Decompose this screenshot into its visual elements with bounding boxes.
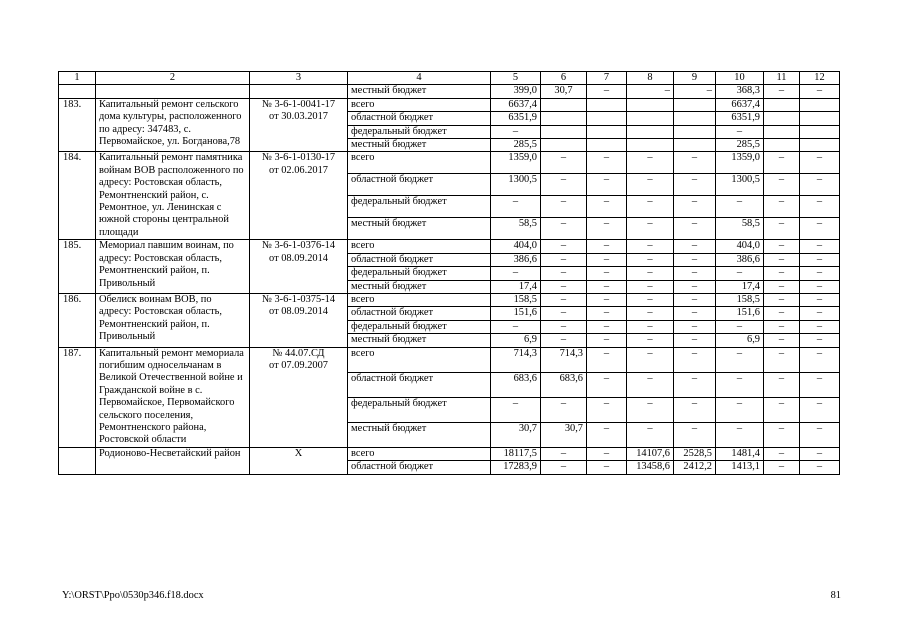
- value-cell: 1300,5: [716, 174, 764, 196]
- value-cell: –: [764, 447, 800, 460]
- value-cell: [587, 98, 627, 111]
- header-cell: 9: [674, 72, 716, 85]
- value-cell: –: [674, 267, 716, 280]
- header-cell: 6: [541, 72, 587, 85]
- value-cell: –: [541, 461, 587, 474]
- value-cell: –: [587, 347, 627, 372]
- value-cell: –: [541, 240, 587, 253]
- value-cell: 1481,4: [716, 447, 764, 460]
- value-cell: –: [627, 307, 674, 320]
- budget-label: местный бюджет: [348, 139, 491, 152]
- value-cell: [541, 139, 587, 152]
- value-cell: –: [800, 218, 840, 240]
- value-cell: –: [764, 218, 800, 240]
- district-doc: Х: [250, 447, 348, 474]
- value-cell: –: [764, 253, 800, 266]
- value-cell: –: [674, 397, 716, 422]
- value-cell: [627, 139, 674, 152]
- value-cell: –: [541, 447, 587, 460]
- value-cell: –: [587, 218, 627, 240]
- value-cell: 30,7: [491, 422, 541, 447]
- row-number: 183.: [59, 98, 96, 152]
- object-name: Капитальный ремонт сельского дома культуры, расположенного по адресу: 347483, с. Первомайское, ул. Богданова,78: [96, 98, 250, 152]
- value-cell: –: [587, 174, 627, 196]
- value-cell: –: [800, 397, 840, 422]
- value-cell: 6351,9: [491, 112, 541, 125]
- header-cell: 10: [716, 72, 764, 85]
- table-cell: [59, 85, 96, 98]
- value-cell: –: [716, 267, 764, 280]
- value-cell: –: [627, 218, 674, 240]
- budget-table-container: [58, 71, 840, 475]
- value-cell: –: [541, 218, 587, 240]
- value-cell: –: [491, 196, 541, 218]
- document-date: от 02.06.2017: [269, 164, 328, 176]
- value-cell: 158,5: [491, 293, 541, 306]
- budget-label: федеральный бюджет: [348, 125, 491, 138]
- value-cell: [764, 112, 800, 125]
- budget-label: федеральный бюджет: [348, 196, 491, 218]
- value-cell: –: [587, 280, 627, 293]
- value-cell: –: [764, 280, 800, 293]
- value-cell: –: [674, 152, 716, 174]
- value-cell: –: [716, 347, 764, 372]
- value-cell: –: [541, 152, 587, 174]
- value-cell: [800, 98, 840, 111]
- value-cell: 6351,9: [716, 112, 764, 125]
- document-date: от 08.09.2014: [269, 252, 328, 264]
- value-cell: 58,5: [491, 218, 541, 240]
- document-ref: [250, 347, 348, 447]
- budget-label: местный бюджет: [348, 218, 491, 240]
- value-cell: –: [491, 320, 541, 333]
- file-path: Y:\ORST\Ppo\0530p346.f18.docx: [62, 590, 204, 601]
- value-cell: –: [674, 85, 716, 98]
- value-cell: –: [800, 320, 840, 333]
- value-cell: –: [541, 320, 587, 333]
- header-cell: 3: [250, 72, 348, 85]
- value-cell: –: [800, 347, 840, 372]
- value-cell: –: [627, 196, 674, 218]
- budget-label: федеральный бюджет: [348, 267, 491, 280]
- value-cell: –: [541, 280, 587, 293]
- value-cell: –: [674, 253, 716, 266]
- value-cell: 285,5: [716, 139, 764, 152]
- table-cell: [96, 85, 250, 98]
- value-cell: –: [587, 397, 627, 422]
- district-row: [59, 447, 840, 460]
- value-cell: –: [764, 307, 800, 320]
- budget-label: областной бюджет: [348, 372, 491, 397]
- value-cell: –: [716, 196, 764, 218]
- value-cell: –: [491, 397, 541, 422]
- value-cell: –: [587, 447, 627, 460]
- value-cell: –: [800, 447, 840, 460]
- value-cell: 30,7: [541, 422, 587, 447]
- value-cell: –: [674, 307, 716, 320]
- value-cell: –: [627, 280, 674, 293]
- value-cell: –: [587, 320, 627, 333]
- value-cell: [674, 139, 716, 152]
- value-cell: –: [587, 422, 627, 447]
- value-cell: 404,0: [716, 240, 764, 253]
- document-number: № 3-6-1-0130-17: [261, 152, 336, 164]
- value-cell: [587, 125, 627, 138]
- budget-table: [58, 71, 840, 475]
- value-cell: –: [764, 240, 800, 253]
- value-cell: –: [764, 196, 800, 218]
- budget-label: областной бюджет: [348, 112, 491, 125]
- value-cell: –: [627, 320, 674, 333]
- value-cell: –: [587, 253, 627, 266]
- document-number: № 44.07.СД: [272, 347, 325, 359]
- value-cell: –: [764, 422, 800, 447]
- value-cell: 6,9: [491, 334, 541, 347]
- header-cell: 12: [800, 72, 840, 85]
- value-cell: 1359,0: [716, 152, 764, 174]
- value-cell: [587, 112, 627, 125]
- value-cell: –: [587, 85, 627, 98]
- budget-label: местный бюджет: [348, 334, 491, 347]
- value-cell: 1300,5: [491, 174, 541, 196]
- value-cell: –: [627, 334, 674, 347]
- value-cell: –: [764, 293, 800, 306]
- row-number: 185.: [59, 240, 96, 294]
- budget-label: областной бюджет: [348, 307, 491, 320]
- value-cell: 386,6: [491, 253, 541, 266]
- table-row: [59, 293, 840, 306]
- value-cell: –: [800, 334, 840, 347]
- value-cell: –: [627, 267, 674, 280]
- value-cell: –: [491, 125, 541, 138]
- value-cell: –: [627, 174, 674, 196]
- document-ref: [250, 98, 348, 152]
- value-cell: 151,6: [716, 307, 764, 320]
- value-cell: 714,3: [541, 347, 587, 372]
- value-cell: –: [541, 293, 587, 306]
- value-cell: [541, 112, 587, 125]
- value-cell: –: [800, 85, 840, 98]
- value-cell: –: [764, 461, 800, 474]
- table-body: [59, 72, 840, 475]
- value-cell: –: [716, 320, 764, 333]
- budget-label: областной бюджет: [348, 253, 491, 266]
- value-cell: –: [674, 280, 716, 293]
- value-cell: 6637,4: [716, 98, 764, 111]
- value-cell: [627, 98, 674, 111]
- row-number: 184.: [59, 152, 96, 240]
- table-row: [59, 240, 840, 253]
- budget-label: всего: [348, 240, 491, 253]
- value-cell: 30,7: [541, 85, 587, 98]
- value-cell: –: [674, 240, 716, 253]
- object-name: Капитальный ремонт памятника войнам ВОВ расположенного по адресу: Ростовская область, Ремонтненский район, с. Ремонтное, ул. Ленинская с южной стороны центральной площади: [96, 152, 250, 240]
- row-number: 187.: [59, 347, 96, 447]
- value-cell: –: [800, 253, 840, 266]
- value-cell: 151,6: [491, 307, 541, 320]
- value-cell: –: [674, 320, 716, 333]
- budget-label: местный бюджет: [348, 85, 491, 98]
- value-cell: [541, 98, 587, 111]
- value-cell: 17,4: [716, 280, 764, 293]
- value-cell: –: [800, 240, 840, 253]
- value-cell: [800, 125, 840, 138]
- value-cell: –: [627, 152, 674, 174]
- value-cell: 285,5: [491, 139, 541, 152]
- value-cell: –: [491, 267, 541, 280]
- value-cell: –: [587, 293, 627, 306]
- value-cell: 1359,0: [491, 152, 541, 174]
- object-name: Мемориал павшим воинам, по адресу: Ростовская область, Ремонтненский район, п. Привольный: [96, 240, 250, 294]
- value-cell: 1413,1: [716, 461, 764, 474]
- value-cell: [541, 125, 587, 138]
- header-cell: 1: [59, 72, 96, 85]
- value-cell: –: [764, 267, 800, 280]
- document-ref: [250, 240, 348, 294]
- document-date: от 30.03.2017: [269, 111, 328, 123]
- value-cell: –: [764, 85, 800, 98]
- district-name: Родионово-Несветайский район: [96, 447, 250, 474]
- budget-label: всего: [348, 347, 491, 372]
- value-cell: –: [800, 422, 840, 447]
- value-cell: –: [800, 152, 840, 174]
- header-cell: 8: [627, 72, 674, 85]
- budget-label: всего: [348, 293, 491, 306]
- row-number: 186.: [59, 293, 96, 347]
- table-row: [59, 98, 840, 111]
- value-cell: –: [587, 372, 627, 397]
- page-number: 81: [830, 590, 841, 601]
- value-cell: –: [800, 196, 840, 218]
- document-ref: [250, 293, 348, 347]
- header-row: [59, 72, 840, 85]
- value-cell: –: [587, 307, 627, 320]
- value-cell: –: [800, 174, 840, 196]
- value-cell: 17,4: [491, 280, 541, 293]
- value-cell: [674, 112, 716, 125]
- value-cell: –: [627, 253, 674, 266]
- value-cell: –: [587, 152, 627, 174]
- document-ref: [250, 152, 348, 240]
- value-cell: 14107,6: [627, 447, 674, 460]
- header-cell: 2: [96, 72, 250, 85]
- value-cell: [764, 125, 800, 138]
- value-cell: –: [627, 422, 674, 447]
- value-cell: –: [800, 280, 840, 293]
- value-cell: –: [627, 347, 674, 372]
- value-cell: –: [674, 196, 716, 218]
- value-cell: –: [764, 372, 800, 397]
- budget-label: местный бюджет: [348, 422, 491, 447]
- value-cell: –: [541, 174, 587, 196]
- value-cell: –: [764, 320, 800, 333]
- value-cell: –: [764, 174, 800, 196]
- value-cell: –: [764, 347, 800, 372]
- budget-label: федеральный бюджет: [348, 320, 491, 333]
- budget-label: всего: [348, 98, 491, 111]
- budget-label: областной бюджет: [348, 461, 491, 474]
- header-cell: 4: [348, 72, 491, 85]
- value-cell: –: [764, 152, 800, 174]
- value-cell: –: [541, 196, 587, 218]
- value-cell: –: [764, 334, 800, 347]
- value-cell: –: [627, 397, 674, 422]
- budget-label: областной бюджет: [348, 174, 491, 196]
- value-cell: –: [800, 293, 840, 306]
- value-cell: 18117,5: [491, 447, 541, 460]
- value-cell: 158,5: [716, 293, 764, 306]
- value-cell: 683,6: [491, 372, 541, 397]
- value-cell: 714,3: [491, 347, 541, 372]
- value-cell: 368,3: [716, 85, 764, 98]
- value-cell: –: [674, 422, 716, 447]
- budget-label: всего: [348, 152, 491, 174]
- value-cell: –: [541, 253, 587, 266]
- value-cell: 17283,9: [491, 461, 541, 474]
- value-cell: –: [674, 293, 716, 306]
- value-cell: 404,0: [491, 240, 541, 253]
- value-cell: –: [764, 397, 800, 422]
- budget-label: федеральный бюджет: [348, 397, 491, 422]
- document-date: от 07.09.2007: [269, 359, 328, 371]
- value-cell: 386,6: [716, 253, 764, 266]
- value-cell: –: [674, 334, 716, 347]
- object-name: Обелиск воинам ВОВ, по адресу: Ростовская область, Ремонтненский район, п. Привольный: [96, 293, 250, 347]
- value-cell: 683,6: [541, 372, 587, 397]
- value-cell: –: [674, 347, 716, 372]
- value-cell: [764, 139, 800, 152]
- budget-label: всего: [348, 447, 491, 460]
- document-number: № 3-6-1-0375-14: [261, 293, 336, 305]
- table-cell: [59, 447, 96, 474]
- object-name: Капитальный ремонт мемориала погибшим односельчанам в Великой Отечественной войне и Гражданской войне в с. Первомайское, Первомайского сельского поселения, Ремонтненского района, Ростовской области: [96, 347, 250, 447]
- value-cell: –: [674, 174, 716, 196]
- value-cell: –: [541, 267, 587, 280]
- value-cell: [800, 112, 840, 125]
- value-cell: –: [587, 461, 627, 474]
- value-cell: –: [716, 422, 764, 447]
- value-cell: –: [627, 240, 674, 253]
- document-number: № 3-6-1-0376-14: [261, 240, 336, 252]
- value-cell: –: [800, 461, 840, 474]
- value-cell: –: [674, 372, 716, 397]
- value-cell: 2528,5: [674, 447, 716, 460]
- value-cell: –: [800, 267, 840, 280]
- value-cell: 58,5: [716, 218, 764, 240]
- value-cell: –: [587, 240, 627, 253]
- value-cell: –: [627, 293, 674, 306]
- value-cell: –: [587, 267, 627, 280]
- value-cell: –: [587, 334, 627, 347]
- header-cell: 5: [491, 72, 541, 85]
- header-cell: 7: [587, 72, 627, 85]
- value-cell: –: [800, 307, 840, 320]
- header-cell: 11: [764, 72, 800, 85]
- value-cell: –: [627, 85, 674, 98]
- value-cell: 399,0: [491, 85, 541, 98]
- continuation-row: [59, 85, 840, 98]
- table-row: [59, 152, 840, 174]
- value-cell: [674, 98, 716, 111]
- value-cell: –: [716, 397, 764, 422]
- value-cell: [674, 125, 716, 138]
- value-cell: [800, 139, 840, 152]
- table-row: [59, 347, 840, 372]
- value-cell: –: [587, 196, 627, 218]
- value-cell: –: [716, 372, 764, 397]
- value-cell: 6637,4: [491, 98, 541, 111]
- value-cell: –: [800, 372, 840, 397]
- table-cell: [250, 85, 348, 98]
- document-number: № 3-6-1-0041-17: [261, 98, 336, 110]
- value-cell: –: [541, 397, 587, 422]
- value-cell: 13458,6: [627, 461, 674, 474]
- value-cell: 6,9: [716, 334, 764, 347]
- document-date: от 08.09.2014: [269, 306, 328, 318]
- value-cell: [587, 139, 627, 152]
- value-cell: –: [674, 218, 716, 240]
- value-cell: [764, 98, 800, 111]
- value-cell: –: [541, 307, 587, 320]
- budget-label: местный бюджет: [348, 280, 491, 293]
- value-cell: –: [541, 334, 587, 347]
- value-cell: –: [627, 372, 674, 397]
- value-cell: [627, 112, 674, 125]
- value-cell: –: [716, 125, 764, 138]
- value-cell: 2412,2: [674, 461, 716, 474]
- value-cell: [627, 125, 674, 138]
